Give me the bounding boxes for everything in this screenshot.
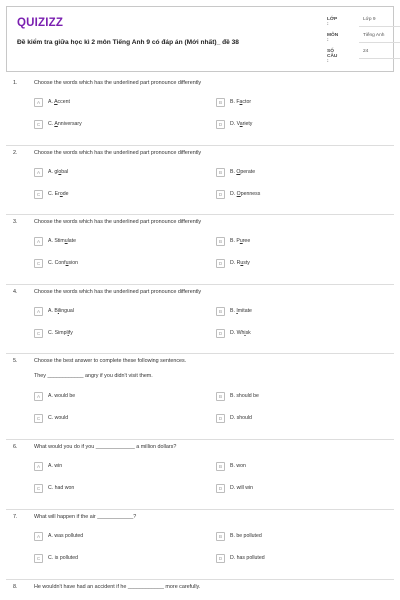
option-text-post: penness: [240, 191, 261, 197]
answer-option-d[interactable]: [216, 258, 250, 268]
option-underlined-part: u: [65, 260, 69, 266]
option-text-pre: B. F: [230, 99, 240, 105]
option-text-pre: B.: [230, 169, 237, 175]
option-text-pre: D. Wh: [230, 330, 245, 336]
answer-option-a[interactable]: [34, 461, 62, 471]
question-text: Choose the words which has the underlined part pronounce differently: [34, 80, 202, 86]
option-letter-box[interactable]: C: [34, 329, 43, 338]
option-text: [48, 169, 68, 175]
answer-option-b[interactable]: [216, 391, 259, 401]
option-underlined-part: A: [54, 99, 58, 105]
option-letter-box[interactable]: D: [216, 484, 225, 493]
option-text-pre: B. should be: [230, 393, 259, 399]
option-text-post: nniversary: [57, 121, 82, 127]
option-underlined-part: O: [236, 169, 241, 175]
answer-option-a[interactable]: [34, 97, 70, 107]
option-letter-box[interactable]: A: [34, 307, 43, 316]
option-letter-box[interactable]: C: [34, 554, 43, 563]
option-letter-box[interactable]: B: [216, 168, 225, 177]
option-text: [230, 191, 260, 197]
option-letter-box[interactable]: B: [216, 462, 225, 471]
question-text: Choose the best answer to complete these following sentences.: [34, 358, 187, 364]
option-text: [230, 533, 262, 539]
answer-option-d[interactable]: [216, 553, 265, 563]
option-text: [230, 238, 250, 244]
option-underlined-part: O: [236, 191, 241, 197]
option-text: [230, 330, 251, 336]
option-underlined-part: i: [67, 330, 69, 336]
option-text-post: sty: [243, 260, 250, 266]
question-number: 3.: [13, 219, 18, 225]
option-letter-box[interactable]: D: [216, 414, 225, 423]
option-letter-box[interactable]: C: [34, 484, 43, 493]
option-letter-box[interactable]: B: [216, 307, 225, 316]
option-text: [48, 99, 70, 105]
option-text-post: sion: [68, 260, 79, 266]
question-divider: [6, 284, 394, 285]
option-letter-box[interactable]: D: [216, 190, 225, 199]
question-number: 4.: [13, 289, 18, 295]
answer-option-a[interactable]: [34, 167, 68, 177]
option-letter-box[interactable]: A: [34, 462, 43, 471]
option-text-pre: D. will win: [230, 485, 254, 491]
question-text: What would you do if you _____________ a million dollars?: [34, 444, 177, 450]
option-letter-box[interactable]: B: [216, 532, 225, 541]
answer-option-b[interactable]: [216, 167, 255, 177]
question-text: He wouldn't have had an accident if he ____________ more carefully.: [34, 584, 201, 590]
option-text-pre: A.: [48, 99, 55, 105]
option-text-pre: D.: [230, 191, 237, 197]
meta-value: Tiếng Anh: [363, 33, 385, 38]
option-text-pre: A. win: [48, 463, 63, 469]
option-letter-box[interactable]: D: [216, 329, 225, 338]
question-divider: [6, 509, 394, 510]
option-underlined-part: i: [57, 308, 59, 314]
answer-option-d[interactable]: [216, 483, 253, 493]
answer-option-c[interactable]: [34, 328, 73, 338]
question-number: 5.: [13, 358, 18, 364]
option-text-pre: C. would: [48, 415, 69, 421]
option-text-pre: C. Simpl: [48, 330, 68, 336]
question-number: 7.: [13, 514, 18, 520]
option-letter-box[interactable]: B: [216, 98, 225, 107]
answer-option-b[interactable]: [216, 236, 250, 246]
option-letter-box[interactable]: A: [34, 392, 43, 401]
document-header: [6, 6, 394, 72]
option-text-pre: C. Conf: [48, 260, 66, 266]
option-text: [48, 485, 74, 491]
option-underlined-part: i: [244, 330, 246, 336]
question-divider: [6, 145, 394, 146]
meta-label: SỐ CÂU :: [327, 49, 338, 64]
question-text: What will happen if the air ____________?: [34, 514, 137, 520]
option-text-post: late: [67, 238, 76, 244]
option-text: [230, 393, 259, 399]
option-letter-box[interactable]: B: [216, 237, 225, 246]
option-text-pre: B. P: [230, 238, 240, 244]
question-divider: [6, 579, 394, 580]
meta-label: LỚP :: [327, 17, 338, 27]
option-text-pre: B. be polluted: [230, 533, 262, 539]
option-text: [48, 415, 68, 421]
option-text: [48, 260, 78, 266]
option-text: [230, 463, 246, 469]
answer-option-b[interactable]: [216, 97, 251, 107]
document-title: Đề kiểm tra giữa học kì 2 môn Tiếng Anh 9 có đáp án (Mới nhất)_ đề 38: [17, 39, 239, 46]
option-text-post: sk: [245, 330, 251, 336]
option-text: [230, 169, 255, 175]
option-text-pre: A. gl: [48, 169, 59, 175]
option-underlined-part: o: [59, 191, 63, 197]
option-text: [48, 463, 62, 469]
question-number: 6.: [13, 444, 18, 450]
question-number: 1.: [13, 80, 18, 86]
option-underlined-part: A: [54, 121, 58, 127]
option-underlined-part: a: [239, 99, 243, 105]
answer-option-c[interactable]: [34, 119, 82, 129]
option-text-pre: D. R: [230, 260, 241, 266]
option-text: [48, 121, 82, 127]
option-text-pre: A. Stim: [48, 238, 65, 244]
answer-option-a[interactable]: [34, 391, 75, 401]
option-underlined-part: u: [240, 260, 244, 266]
option-text-pre: D. should: [230, 415, 252, 421]
option-letter-box[interactable]: D: [216, 259, 225, 268]
option-text-post: lingual: [58, 308, 74, 314]
meta-line: [359, 42, 400, 43]
option-letter-box[interactable]: B: [216, 392, 225, 401]
question-number: 8.: [13, 584, 18, 590]
question-number: 2.: [13, 150, 18, 156]
option-text: [230, 485, 253, 491]
option-underlined-part: a: [239, 121, 243, 127]
answer-option-c[interactable]: [34, 189, 69, 199]
option-text-pre: B. won: [230, 463, 246, 469]
answer-option-a[interactable]: [34, 306, 74, 316]
option-text: [48, 555, 78, 561]
question-text: Choose the words which has the underlined part pronounce differently: [34, 289, 202, 295]
option-text-pre: A. B: [48, 308, 58, 314]
answer-option-d[interactable]: [216, 328, 251, 338]
answer-option-b[interactable]: [216, 531, 262, 541]
option-letter-box[interactable]: D: [216, 554, 225, 563]
question-divider: [6, 353, 394, 354]
option-letter-box[interactable]: C: [34, 414, 43, 423]
option-underlined-part: u: [239, 238, 243, 244]
question-divider: [6, 439, 394, 440]
option-text-pre: C. had won: [48, 485, 75, 491]
option-text: [230, 415, 252, 421]
answer-option-c[interactable]: [34, 258, 78, 268]
option-text-post: ree: [242, 238, 251, 244]
option-text-post: ccent: [57, 99, 70, 105]
option-text-post: bal: [61, 169, 69, 175]
option-text-pre: C.: [48, 121, 55, 127]
option-text: [48, 533, 83, 539]
answer-option-c[interactable]: [34, 483, 74, 493]
question-divider: [6, 214, 394, 215]
question-sentence: They ____________ angry if you didn't visit them.: [34, 373, 153, 379]
option-text: [230, 121, 252, 127]
meta-line: [359, 58, 400, 59]
option-text: [230, 555, 265, 561]
option-text-pre: A. was polluted: [48, 533, 84, 539]
option-letter-box[interactable]: A: [34, 532, 43, 541]
option-underlined-part: o: [58, 169, 62, 175]
option-text: [48, 238, 76, 244]
option-text-pre: A. would be: [48, 393, 76, 399]
option-letter-box[interactable]: D: [216, 120, 225, 129]
answer-option-b[interactable]: [216, 306, 252, 316]
answer-option-b[interactable]: [216, 461, 246, 471]
answer-option-d[interactable]: [216, 413, 252, 423]
answer-option-a[interactable]: [34, 531, 83, 541]
option-text: [230, 308, 252, 314]
answer-option-a[interactable]: [34, 236, 76, 246]
option-text: [230, 99, 251, 105]
quizizz-logo: QUIZIZZ: [17, 17, 64, 29]
meta-line: [359, 26, 400, 27]
option-text: [48, 191, 69, 197]
option-letter-box[interactable]: A: [34, 98, 43, 107]
option-text: [48, 393, 75, 399]
option-letter-box[interactable]: C: [34, 259, 43, 268]
option-text: [48, 330, 73, 336]
option-letter-box[interactable]: C: [34, 190, 43, 199]
option-text: [230, 260, 250, 266]
question-text: Choose the words which has the underlined part pronounce differently: [34, 150, 202, 156]
option-text-pre: D. has polluted: [230, 555, 265, 561]
option-text-post: riety: [242, 121, 253, 127]
answer-option-c[interactable]: [34, 553, 78, 563]
option-underlined-part: u: [64, 238, 68, 244]
option-letter-box[interactable]: A: [34, 237, 43, 246]
meta-value: Lớp 9: [363, 17, 376, 22]
answer-option-c[interactable]: [34, 413, 68, 423]
option-text-pre: D. V: [230, 121, 240, 127]
option-text-pre: B.: [230, 308, 237, 314]
answer-option-d[interactable]: [216, 189, 260, 199]
option-letter-box[interactable]: C: [34, 120, 43, 129]
option-text-post: perate: [240, 169, 256, 175]
option-text-pre: C. is polluted: [48, 555, 78, 561]
option-letter-box[interactable]: A: [34, 168, 43, 177]
option-underlined-part: I: [236, 308, 238, 314]
meta-label: MÔN :: [327, 33, 339, 43]
option-text-post: fy: [68, 330, 73, 336]
question-text: Choose the words which has the underlined part pronounce differently: [34, 219, 202, 225]
option-text: [48, 308, 74, 314]
option-text-post: ctor: [242, 99, 252, 105]
answer-option-d[interactable]: [216, 119, 252, 129]
meta-value: 24: [363, 49, 369, 54]
option-text-pre: C. Er: [48, 191, 60, 197]
option-text-post: mitate: [237, 308, 252, 314]
option-text-post: de: [62, 191, 69, 197]
